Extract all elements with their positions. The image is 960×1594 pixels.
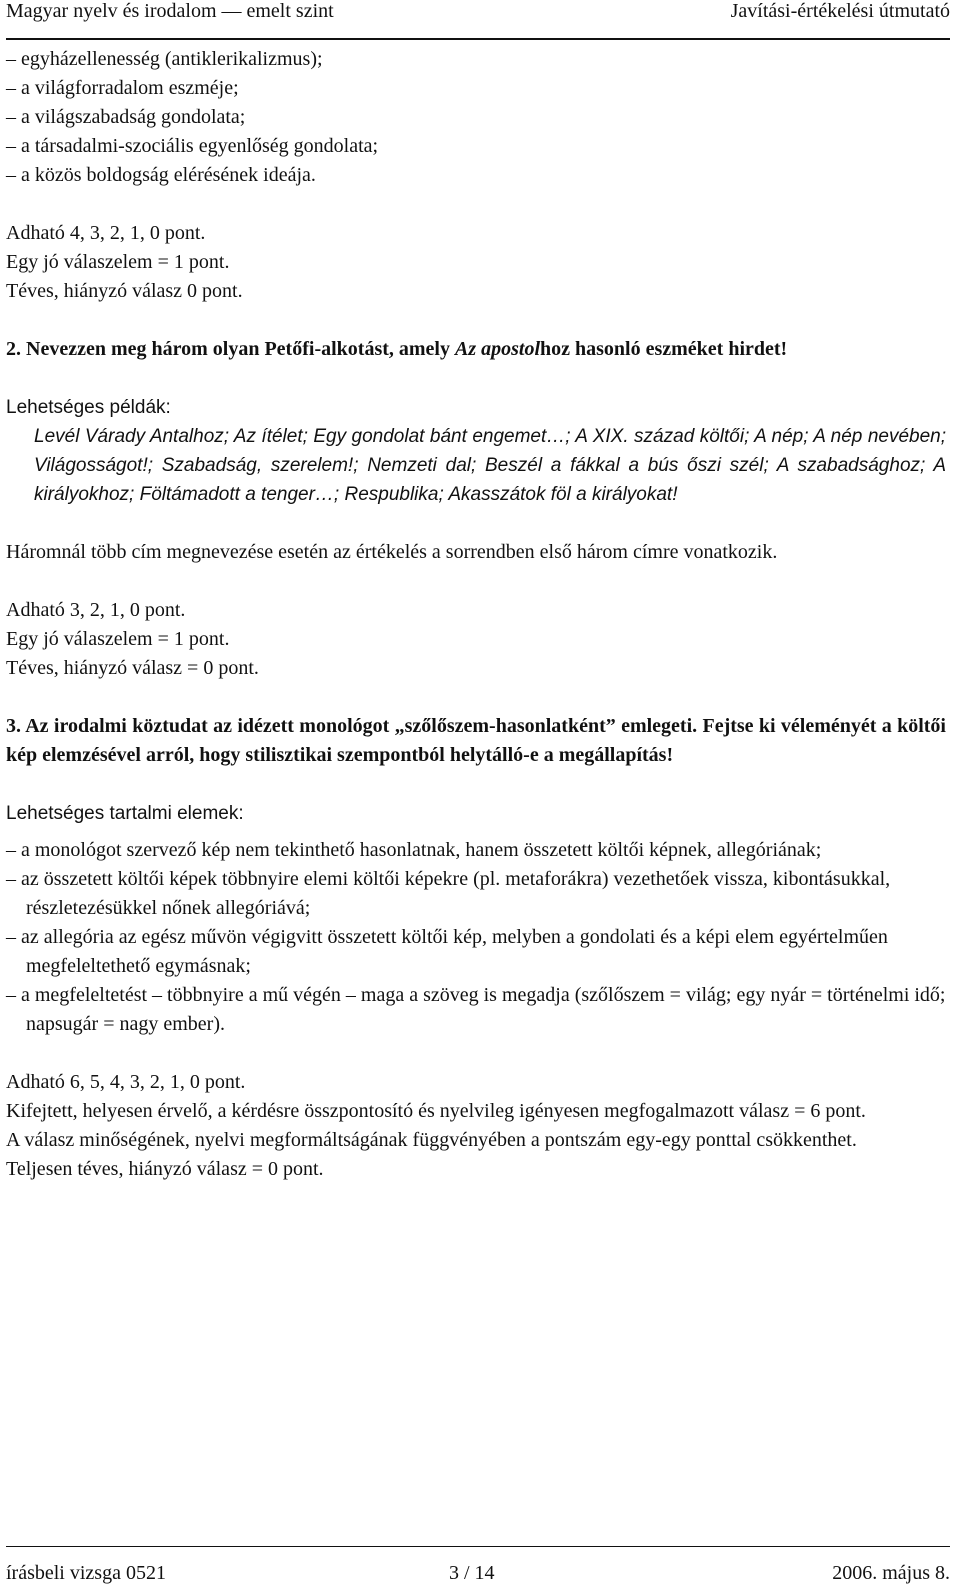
question-2-text: 2. Nevezzen meg három olyan Petőfi-alkotást, amely xyxy=(6,338,455,360)
question-2 xyxy=(6,335,946,364)
page-content xyxy=(6,45,946,1184)
list-item: – a világforradalom eszméje; xyxy=(6,77,239,99)
list-item: – a világszabadság gondolata; xyxy=(6,106,246,128)
score-line: Kifejtett, helyesen érvelő, a kérdésre összpontosító és nyelvileg igényesen megfogalmazott válasz = 6 pont. xyxy=(6,1100,866,1122)
list-item: – az összetett költői képek többnyire elemi költői képekre (pl. metaforákra) vezethetőek vissza, kibontásukkal, részletezésükkel nőnek allegóriává; xyxy=(6,868,891,919)
score-line: Egy jó válaszelem = 1 pont. xyxy=(6,251,230,273)
score-line: Teljesen téves, hiányzó válasz = 0 pont. xyxy=(6,1158,324,1180)
list-item: – egyházellenesség (antiklerikalizmus); xyxy=(6,48,323,70)
score-line: Egy jó válaszelem = 1 pont. xyxy=(6,628,230,650)
list-item: – az allegória az egész művön végigvitt összetett költői kép, melyben a gondolati és a képi elem egyértelműen megfeleltethető egymásnak; xyxy=(6,926,888,977)
score-line: Adható 4, 3, 2, 1, 0 pont. xyxy=(6,222,206,244)
header-subject: Magyar nyelv és irodalom — emelt szint xyxy=(6,0,334,22)
page-header xyxy=(6,0,950,40)
list-item: – a közös boldogság elérésének ideája. xyxy=(6,164,316,186)
examples-list: Levél Várady Antalhoz; Az ítélet; Egy gondolat bánt engemet…; A XIX. század költői; A nép; A nép nevében; Világosságot!; Szabadság, szerelem!; Nemzeti dal; Beszél a fákkal a bús őszi szél; A szabadsághoz; A királyokhoz; Föltámadott a tenger…; Respublika; Akasszátok föl a királyokat! xyxy=(34,426,946,505)
list-item: – a megfeleltetést – többnyire a mű végén – maga a szöveg is megadja (szőlőszem = világ; egy nyár = történelmi idő; napsugár = nagy ember). xyxy=(6,984,946,1035)
note: Háromnál több cím megnevezése esetén az értékelés a sorrendben első három címre vonatkozik. xyxy=(6,541,778,563)
list-item: – a társadalmi-szociális egyenlőség gondolata; xyxy=(6,135,379,157)
score-line: A válasz minőségének, nyelvi megformáltságának függvényében a pontszám egy-egy ponttal csökkenthet. xyxy=(6,1129,857,1151)
intro-list xyxy=(6,45,946,190)
list-item: – a monológot szervező kép nem tekinthető hasonlatnak, hanem összetett költői képnek, allegóriának; xyxy=(6,839,822,861)
score-line: Téves, hiányzó válasz = 0 pont. xyxy=(6,657,259,679)
exam-code: írásbeli vizsga 0521 xyxy=(6,1562,166,1584)
examples-label: Lehetséges példák: xyxy=(6,397,171,418)
header-doc-type: Javítási-értékelési útmutató xyxy=(730,0,950,22)
question-3: 3. Az irodalmi köztudat az idézett monológot „szőlőszem-hasonlatként” emlegeti. Fejtse ki véleményét a költői kép elemzésével arról, hogy stilisztikai szempontból helytálló-e a megállapítás! xyxy=(6,715,946,766)
content-label: Lehetséges tartalmi elemek: xyxy=(6,803,244,824)
exam-date: 2006. május 8. xyxy=(832,1562,950,1584)
score-line: Téves, hiányzó válasz 0 pont. xyxy=(6,280,243,302)
question-2-text-end: hoz hasonló eszméket hirdet! xyxy=(540,338,788,360)
content-items xyxy=(6,836,946,1039)
page-number: 3 / 14 xyxy=(449,1562,495,1584)
work-title: Az apostol xyxy=(454,338,541,360)
page-footer xyxy=(6,1546,950,1594)
score-line: Adható 6, 5, 4, 3, 2, 1, 0 pont. xyxy=(6,1071,246,1093)
score-line: Adható 3, 2, 1, 0 pont. xyxy=(6,599,186,621)
